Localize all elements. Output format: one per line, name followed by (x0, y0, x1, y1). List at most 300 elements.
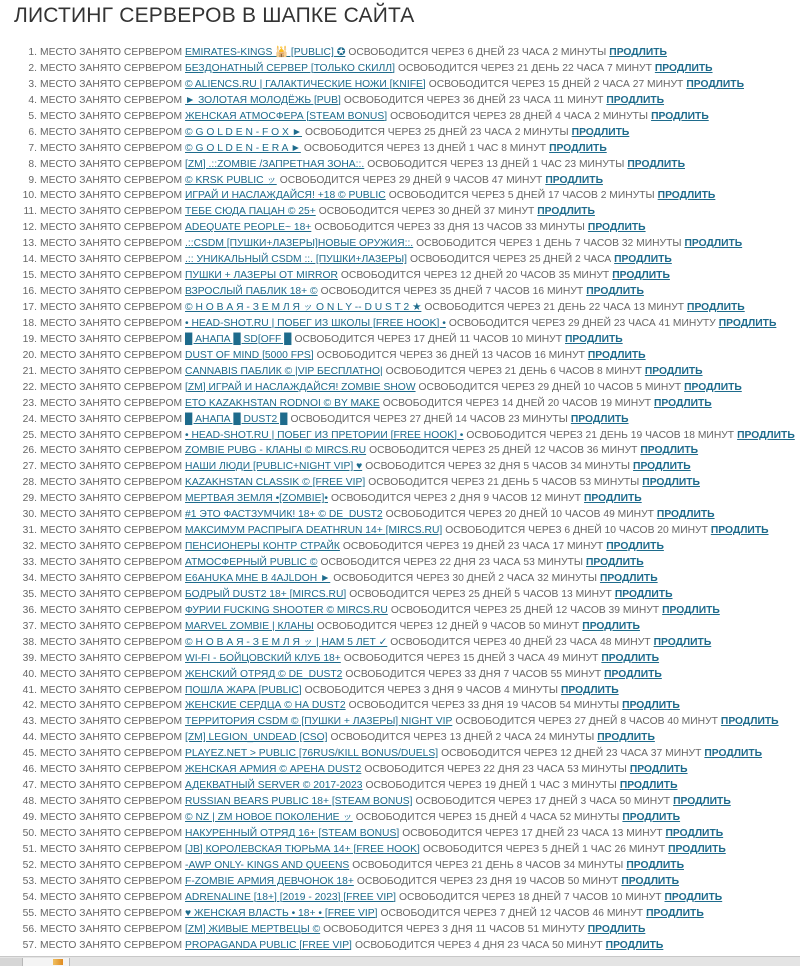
server-link[interactable]: © G O L D E N - F O X ► (185, 126, 302, 138)
release-time: ОСВОБОДИТСЯ ЧЕРЕЗ 21 ДЕНЬ 6 ЧАСОВ 8 МИНУТ (385, 365, 642, 377)
extend-link[interactable]: ПРОДЛИТЬ (656, 509, 715, 521)
item-number: 19. (22, 333, 37, 345)
server-link[interactable]: MARVEL ZOMBIE | КЛАНЫ (185, 620, 314, 632)
server-link[interactable]: БОДРЫЙ DUST2 18+ [MIRCS.RU] (185, 588, 347, 600)
extend-link[interactable]: ПРОДЛИТЬ (633, 461, 691, 473)
extend-link[interactable]: ПРОДЛИТЬ (587, 923, 646, 935)
item-number: 21. (22, 365, 37, 377)
extend-link[interactable]: ПРОДЛИТЬ (651, 110, 709, 122)
server-link[interactable]: -AWP ONLY- KINGS AND QUEENS (185, 859, 350, 871)
release-time: ОСВОБОДИТСЯ ЧЕРЕЗ 25 ДНЕЙ 2 ЧАСА (410, 254, 612, 266)
item-number: 37. (22, 620, 37, 632)
extend-link[interactable]: ПРОДЛИТЬ (586, 557, 644, 568)
release-time: ОСВОБОДИТСЯ ЧЕРЕЗ 36 ДНЕЙ 23 ЧАСА 11 МИНУТ (343, 94, 604, 106)
extend-link[interactable]: ПРОДЛИТЬ (654, 62, 713, 74)
occupied-label: МЕСТО ЗАНЯТО СЕРВЕРОМ (40, 636, 183, 648)
server-link[interactable]: E6AHUKA MHE B 4AJLDOH ► (185, 572, 331, 584)
occupied-label: МЕСТО ЗАНЯТО СЕРВЕРОМ (40, 222, 183, 234)
item-number: 5. (28, 110, 37, 122)
release-time: ОСВОБОДИТСЯ ЧЕРЕЗ 5 ДНЕЙ 17 ЧАСОВ 2 МИНУТЫ (388, 190, 655, 202)
item-number: 57. (22, 939, 37, 951)
server-link[interactable]: ♥ ЖЕНСКАЯ ВЛАСТЬ • 18+ • [FREE VIP] (185, 907, 378, 919)
list-item (0, 507, 800, 523)
item-number: 41. (22, 684, 37, 696)
list-item (0, 810, 800, 826)
list-item (0, 874, 800, 890)
list-item (0, 826, 800, 842)
occupied-label: МЕСТО ЗАНЯТО СЕРВЕРОМ (40, 190, 183, 202)
extend-link[interactable]: ПРОДЛИТЬ (549, 142, 607, 154)
server-link[interactable]: © Н О В А Я - З Е М Л Я ッ | HAM 5 ЛЕТ ✓ (185, 636, 388, 648)
extend-link[interactable]: ПРОДЛИТЬ (565, 333, 623, 345)
item-number: 45. (22, 748, 37, 760)
extend-link[interactable]: ПРОДЛИТЬ (601, 652, 660, 664)
release-time: ОСВОБОДИТСЯ ЧЕРЕЗ 13 ДНЕЙ 2 ЧАСА 24 МИНУТЫ (330, 732, 595, 744)
server-link[interactable]: PLAYEZ.NET > PUBLIC [76RUS/KILL BONUS/DUELS] (185, 748, 439, 760)
item-number: 42. (22, 700, 37, 712)
server-link[interactable]: .::CSDM [ПУШКИ+ЛАЗЕРЫ]НОВЫЕ ОРУЖИЯ::. (185, 238, 414, 250)
extend-link[interactable]: ПРОДЛИТЬ (621, 875, 680, 887)
item-number: 8. (28, 158, 37, 170)
server-link[interactable]: © NZ | ZM НОВОЕ ПОКОЛЕНИЕ ッ (185, 812, 353, 823)
occupied-label: МЕСТО ЗАНЯТО СЕРВЕРОМ (40, 47, 183, 58)
server-link[interactable]: [ZM] LEGION_UNDEAD [CSO] (185, 732, 328, 744)
occupied-label: МЕСТО ЗАНЯТО СЕРВЕРОМ (40, 604, 183, 616)
list-item (0, 603, 800, 619)
release-time: ОСВОБОДИТСЯ ЧЕРЕЗ 33 ДНЯ 7 ЧАСОВ 55 МИНУТ (345, 668, 602, 680)
list-item (0, 316, 800, 332)
occupied-label: МЕСТО ЗАНЯТО СЕРВЕРОМ (40, 509, 183, 521)
extend-link[interactable]: ПРОДЛИТЬ (629, 764, 688, 776)
list-item (0, 332, 800, 348)
item-number: 20. (22, 349, 37, 361)
list-item (0, 236, 800, 252)
release-time: ОСВОБОДИТСЯ ЧЕРЕЗ 40 ДНЕЙ 23 ЧАСА 48 МИНУТ (390, 636, 651, 648)
item-number: 16. (22, 286, 37, 298)
item-number: 26. (22, 445, 37, 457)
extend-link[interactable]: ПРОДЛИТЬ (614, 588, 673, 600)
server-link[interactable]: ЖЕНСКАЯ АТМОСФЕРА [STEAM BONUS] (185, 110, 388, 122)
release-time: ОСВОБОДИТСЯ ЧЕРЕЗ 13 ДНЕЙ 1 ЧАС 8 МИНУТ (303, 142, 547, 154)
item-number: 33. (22, 557, 37, 568)
list-item (0, 475, 800, 491)
occupied-label: МЕСТО ЗАНЯТО СЕРВЕРОМ (40, 668, 183, 680)
list-item (0, 651, 800, 667)
extend-link[interactable]: ПРОДЛИТЬ (570, 413, 629, 425)
extend-link[interactable]: ПРОДЛИТЬ (684, 238, 743, 250)
list-item (0, 619, 800, 635)
server-link[interactable]: RUSSIAN BEARS PUBLIC 18+ [STEAM BONUS] (185, 796, 413, 808)
item-number: 44. (22, 732, 37, 744)
occupied-label: МЕСТО ЗАНЯТО СЕРВЕРОМ (40, 493, 183, 505)
extend-link[interactable]: ПРОДЛИТЬ (582, 620, 640, 632)
list-item (0, 396, 800, 412)
occupied-label: МЕСТО ЗАНЯТО СЕРВЕРОМ (40, 349, 183, 361)
item-number: 46. (22, 764, 37, 776)
extend-link[interactable]: ПРОДЛИТЬ (664, 891, 723, 903)
extend-link[interactable]: ПРОДЛИТЬ (642, 477, 700, 489)
occupied-label: МЕСТО ЗАНЯТО СЕРВЕРОМ (40, 732, 183, 744)
page-title: ЛИСТИНГ СЕРВЕРОВ В ШАПКЕ САЙТА (14, 4, 415, 27)
occupied-label: МЕСТО ЗАНЯТО СЕРВЕРОМ (40, 461, 183, 473)
extend-link[interactable]: ПРОДЛИТЬ (619, 780, 678, 792)
extend-link[interactable]: ПРОДЛИТЬ (606, 541, 664, 553)
release-time: ОСВОБОДИТСЯ ЧЕРЕЗ 21 ДЕНЬ 19 ЧАСОВ 18 МИНУТ (466, 429, 735, 441)
release-time: ОСВОБОДИТСЯ ЧЕРЕЗ 15 ДНЕЙ 2 ЧАСА 27 МИНУТ (428, 78, 684, 90)
list-item (0, 173, 800, 189)
server-link[interactable]: F-ZOMBIE АРМИЯ ДЕВЧОНОК 18+ (185, 875, 354, 887)
list-item (0, 571, 800, 587)
item-number: 53. (22, 875, 37, 887)
occupied-label: МЕСТО ЗАНЯТО СЕРВЕРОМ (40, 238, 183, 250)
release-time: ОСВОБОДИТСЯ ЧЕРЕЗ 29 ДНЕЙ 10 ЧАСОВ 5 МИНУТ (418, 381, 682, 393)
item-number: 40. (22, 668, 37, 680)
item-number: 30. (22, 509, 37, 521)
server-link[interactable]: МАКСИМУМ РАСПРЫГА DEATHRUN 14+ [MIRCS.RU] (185, 525, 443, 537)
release-time: ОСВОБОДИТСЯ ЧЕРЕЗ 32 ДНЯ 5 ЧАСОВ 34 МИНУТЫ (365, 461, 631, 473)
release-time: ОСВОБОДИТСЯ ЧЕРЕЗ 21 ДЕНЬ 22 ЧАСА 7 МИНУТ (397, 62, 652, 74)
item-number: 25. (22, 429, 37, 441)
item-number: 24. (22, 413, 37, 425)
server-link[interactable]: ЖЕНСКИЙ ОТРЯД © DE_DUST2 (185, 668, 343, 680)
list-item (0, 252, 800, 268)
item-number: 6. (28, 126, 37, 138)
release-time: ОСВОБОДИТСЯ ЧЕРЕЗ 7 ДНЕЙ 12 ЧАСОВ 46 МИНУТ (380, 907, 644, 919)
server-link[interactable]: EMIRATES-KINGS 🕌 [PUBLIC] ✪ (185, 47, 346, 58)
server-link[interactable]: ТЕБЕ СЮДА ПАЦАН © 25+ (185, 206, 316, 218)
occupied-label: МЕСТО ЗАНЯТО СЕРВЕРОМ (40, 859, 183, 871)
server-link[interactable]: ВЗРОСЛЫЙ ПАБЛИК 18+ © (185, 286, 318, 298)
list-item (0, 587, 800, 603)
server-link[interactable]: WI-FI - БОЙЦОВСКИЙ КЛУБ 18+ (185, 652, 341, 664)
server-link[interactable]: ADRENALINE [18+] [2019 - 2023] [FREE VIP] (185, 891, 396, 903)
extend-link[interactable]: ПРОДЛИТЬ (684, 381, 742, 393)
server-link[interactable]: НАКУРЕННЫЙ ОТРЯД 16+ [STEAM BONUS] (185, 827, 400, 839)
extend-link[interactable]: ПРОДЛИТЬ (587, 222, 646, 234)
release-time: ОСВОБОДИТСЯ ЧЕРЕЗ 19 ДНЕЙ 1 ЧАС 3 МИНУТЫ (365, 780, 617, 792)
extend-link[interactable]: ПРОДЛИТЬ (626, 859, 684, 871)
occupied-label: МЕСТО ЗАНЯТО СЕРВЕРОМ (40, 317, 183, 329)
extend-link[interactable]: ПРОДЛИТЬ (718, 317, 777, 329)
release-time: ОСВОБОДИТСЯ ЧЕРЕЗ 1 ДЕНЬ 7 ЧАСОВ 32 МИНУТЫ (416, 238, 682, 250)
occupied-label: МЕСТО ЗАНЯТО СЕРВЕРОМ (40, 525, 183, 537)
list-item (0, 491, 800, 507)
list-item (0, 204, 800, 220)
extend-link[interactable]: ПРОДЛИТЬ (571, 126, 630, 138)
occupied-label: МЕСТО ЗАНЯТО СЕРВЕРОМ (40, 780, 183, 792)
occupied-label: МЕСТО ЗАНЯТО СЕРВЕРОМ (40, 557, 183, 568)
extend-link[interactable]: ПРОДЛИТЬ (720, 716, 779, 728)
release-time: ОСВОБОДИТСЯ ЧЕРЕЗ 22 ДНЯ 23 ЧАСА 53 МИНУТЫ (364, 764, 627, 776)
item-number: 4. (28, 94, 37, 106)
list-item (0, 157, 800, 173)
extend-link[interactable]: ПРОДЛИТЬ (622, 700, 680, 712)
occupied-label: МЕСТО ЗАНЯТО СЕРВЕРОМ (40, 620, 183, 632)
occupied-label: МЕСТО ЗАНЯТО СЕРВЕРОМ (40, 413, 183, 425)
list-item (0, 412, 800, 428)
occupied-label: МЕСТО ЗАНЯТО СЕРВЕРОМ (40, 843, 183, 855)
release-time: ОСВОБОДИТСЯ ЧЕРЕЗ 18 ДНЕЙ 7 ЧАСОВ 10 МИНУТ (398, 891, 662, 903)
extend-link[interactable]: ПРОДЛИТЬ (687, 302, 745, 313)
server-link[interactable]: • HEAD-SHOT.RU | ПОБЕГ ИЗ ШКОЛЫ [FREE HOOK] • (185, 317, 446, 329)
server-link[interactable]: © KRSK PUBLIC ッ (185, 174, 277, 186)
item-number: 13. (22, 238, 37, 250)
release-time: ОСВОБОДИТСЯ ЧЕРЕЗ 27 ДНЕЙ 14 ЧАСОВ 23 МИНУТЫ (290, 413, 568, 425)
item-number: 18. (22, 317, 37, 329)
extend-link[interactable]: ПРОДЛИТЬ (584, 493, 642, 505)
extend-link[interactable]: ПРОДЛИТЬ (653, 636, 712, 648)
occupied-label: МЕСТО ЗАНЯТО СЕРВЕРОМ (40, 62, 183, 74)
list-item (0, 539, 800, 555)
server-link[interactable]: ЖЕНСКИЕ СЕРДЦА © НА DUST2 (185, 700, 346, 712)
list-item (0, 794, 800, 810)
extend-link[interactable]: ПРОДЛИТЬ (604, 668, 662, 680)
release-time: ОСВОБОДИТСЯ ЧЕРЕЗ 35 ДНЕЙ 7 ЧАСОВ 16 МИНУТ (320, 286, 584, 298)
server-link[interactable]: █ АНАПА █ SD[OFF █ (185, 333, 292, 345)
server-link[interactable]: БЕЗДОНАТНЫЙ СЕРВЕР [ТОЛЬКО СКИЛЛ] (185, 62, 395, 74)
extend-link[interactable]: ПРОДЛИТЬ (599, 572, 658, 584)
extend-link[interactable]: ПРОДЛИТЬ (654, 397, 712, 409)
release-time: ОСВОБОДИТСЯ ЧЕРЕЗ 25 ДНЕЙ 12 ЧАСОВ 36 МИНУТ (369, 445, 638, 457)
occupied-label: МЕСТО ЗАНЯТО СЕРВЕРОМ (40, 142, 183, 154)
list-item (0, 380, 800, 396)
server-link[interactable]: .:: УНИКАЛЬНЫЙ CSDM ::. [ПУШКИ+ЛАЗЕРЫ] (185, 254, 407, 266)
extend-link[interactable]: ПРОДЛИТЬ (662, 604, 720, 616)
server-link[interactable]: © ALIENCS.RU | ГАЛАКТИЧЕСКИЕ НОЖИ [KNIFE] (185, 78, 426, 90)
release-time: ОСВОБОДИТСЯ ЧЕРЕЗ 36 ДНЕЙ 13 ЧАСОВ 16 МИНУТ (316, 349, 585, 361)
list-item (0, 523, 800, 539)
item-number: 2. (28, 62, 37, 74)
server-link[interactable]: ПУШКИ + ЛАЗЕРЫ ОТ MIRROR (185, 270, 338, 282)
occupied-label: МЕСТО ЗАНЯТО СЕРВЕРОМ (40, 541, 183, 553)
server-link[interactable]: © Н О В А Я - З Е М Л Я ッ O N L Y -- D U S T 2 ★ (185, 302, 422, 313)
server-link[interactable]: PROPAGANDA PUBLIC [FREE VIP] (185, 939, 352, 951)
release-time: ОСВОБОДИТСЯ ЧЕРЕЗ 17 ДНЕЙ 23 ЧАСА 13 МИНУТ (402, 827, 663, 839)
occupied-label: МЕСТО ЗАНЯТО СЕРВЕРОМ (40, 158, 183, 170)
item-number: 56. (22, 923, 37, 935)
list-item (0, 858, 800, 874)
release-time: ОСВОБОДИТСЯ ЧЕРЕЗ 22 ДНЯ 23 ЧАСА 53 МИНУТЫ (320, 557, 584, 568)
occupied-label: МЕСТО ЗАНЯТО СЕРВЕРОМ (40, 652, 183, 664)
release-time: ОСВОБОДИТСЯ ЧЕРЕЗ 29 ДНЕЙ 9 ЧАСОВ 47 МИНУТ (279, 174, 543, 186)
occupied-label: МЕСТО ЗАНЯТО СЕРВЕРОМ (40, 477, 183, 489)
occupied-label: МЕСТО ЗАНЯТО СЕРВЕРОМ (40, 875, 183, 887)
release-time: ОСВОБОДИТСЯ ЧЕРЕЗ 6 ДНЕЙ 23 ЧАСА 2 МИНУТЫ (348, 47, 607, 58)
list-item (0, 938, 800, 954)
extend-link[interactable]: ПРОДЛИТЬ (627, 158, 685, 170)
list-item (0, 348, 800, 364)
extend-link[interactable]: ПРОДЛИТЬ (644, 365, 703, 377)
extend-link[interactable]: ПРОДЛИТЬ (665, 827, 724, 839)
server-link[interactable]: [ZM] ИГРАЙ И НАСЛАЖДАЙСЯ! ZOMBIE SHOW (185, 381, 416, 393)
occupied-label: МЕСТО ЗАНЯТО СЕРВЕРОМ (40, 588, 183, 600)
server-link[interactable]: ZOMBIE PUBG - КЛАНЫ © MIRCS.RU (185, 445, 367, 457)
item-number: 31. (22, 525, 37, 537)
extend-link[interactable]: ПРОДЛИТЬ (710, 525, 769, 537)
occupied-label: МЕСТО ЗАНЯТО СЕРВЕРОМ (40, 110, 183, 122)
release-time: ОСВОБОДИТСЯ ЧЕРЕЗ 19 ДНЕЙ 23 ЧАСА 17 МИНУТ (342, 541, 604, 553)
occupied-label: МЕСТО ЗАНЯТО СЕРВЕРОМ (40, 365, 183, 377)
extend-link[interactable]: ПРОДЛИТЬ (704, 748, 763, 760)
server-link[interactable]: ETO KAZAKHSTAN RODNOI © BY MAKE (185, 397, 380, 409)
occupied-label: МЕСТО ЗАНЯТО СЕРВЕРОМ (40, 764, 183, 776)
release-time: ОСВОБОДИТСЯ ЧЕРЕЗ 15 ДНЕЙ 3 ЧАСА 49 МИНУТ (343, 652, 599, 664)
extend-link[interactable]: ПРОДЛИТЬ (640, 445, 699, 457)
release-time: ОСВОБОДИТСЯ ЧЕРЕЗ 14 ДНЕЙ 20 ЧАСОВ 19 МИНУТ (382, 397, 652, 409)
occupied-label: МЕСТО ЗАНЯТО СЕРВЕРОМ (40, 796, 183, 808)
list-item (0, 141, 800, 157)
server-link[interactable]: CANNABIS ПАБЛИК © |VIP БЕСПЛАТНО| (185, 365, 383, 377)
item-number: 51. (22, 843, 37, 855)
release-time: ОСВОБОДИТСЯ ЧЕРЕЗ 2 ДНЯ 9 ЧАСОВ 12 МИНУТ (331, 493, 582, 505)
occupied-label: МЕСТО ЗАНЯТО СЕРВЕРОМ (40, 716, 183, 728)
list-item (0, 459, 800, 475)
extend-link[interactable]: ПРОДЛИТЬ (609, 47, 667, 58)
item-number: 7. (28, 142, 37, 154)
item-number: 32. (22, 541, 37, 553)
occupied-label: МЕСТО ЗАНЯТО СЕРВЕРОМ (40, 286, 183, 298)
server-link[interactable]: АТМОСФЕРНЫЙ PUBLIC © (185, 557, 318, 568)
extend-link[interactable]: ПРОДЛИТЬ (612, 270, 670, 282)
release-time: ОСВОБОДИТСЯ ЧЕРЕЗ 3 ДНЯ 9 ЧАСОВ 4 МИНУТЫ (304, 684, 558, 696)
server-link[interactable]: ПОШЛА ЖАРА [PUBLIC] (185, 684, 302, 696)
item-number: 14. (22, 254, 37, 266)
occupied-label: МЕСТО ЗАНЯТО СЕРВЕРОМ (40, 907, 183, 919)
server-link[interactable]: █ АНАПА █ DUST2 █ (185, 413, 288, 425)
release-time: ОСВОБОДИТСЯ ЧЕРЕЗ 12 ДНЕЙ 9 ЧАСОВ 50 МИНУТ (316, 620, 580, 632)
list-item (0, 746, 800, 762)
server-link[interactable]: #1 ЭТО ФАСТЗУМЧИК! 18+ © DE_DUST2 (185, 509, 383, 521)
server-link[interactable]: ПЕНСИОНЕРЫ КОНТР СТРАЙК (185, 541, 340, 553)
extend-link[interactable]: ПРОДЛИТЬ (586, 286, 644, 298)
server-link[interactable]: ТЕРРИТОРИЯ CSDM © [ПУШКИ + ЛАЗЕРЫ] NIGHT VIP (185, 716, 453, 728)
extend-link[interactable]: ПРОДЛИТЬ (587, 349, 646, 361)
extend-link[interactable]: ПРОДЛИТЬ (606, 94, 665, 106)
server-link[interactable]: ADEQUATE PEOPLE~ 18+ (185, 222, 312, 234)
release-time: ОСВОБОДИТСЯ ЧЕРЕЗ 30 ДНЕЙ 2 ЧАСА 32 МИНУТЫ (333, 572, 597, 584)
extend-link[interactable]: ПРОДЛИТЬ (686, 78, 744, 90)
extend-link[interactable]: ПРОДЛИТЬ (614, 254, 672, 266)
server-link[interactable]: • HEAD-SHOT.RU | ПОБЕГ ИЗ ПРЕТОРИИ [FREE HOOK] • (185, 429, 464, 441)
item-number: 12. (22, 222, 37, 234)
extend-link[interactable]: ПРОДЛИТЬ (537, 206, 595, 218)
occupied-label: МЕСТО ЗАНЯТО СЕРВЕРОМ (40, 206, 183, 218)
item-number: 11. (23, 206, 37, 218)
release-time: ОСВОБОДИТСЯ ЧЕРЕЗ 29 ДНЕЙ 23 ЧАСА 41 МИНУТУ (448, 317, 716, 329)
item-number: 22. (22, 381, 37, 393)
release-time: ОСВОБОДИТСЯ ЧЕРЕЗ 13 ДНЕЙ 1 ЧАС 23 МИНУТЫ (367, 158, 625, 170)
item-number: 36. (22, 604, 37, 616)
item-number: 15. (22, 270, 37, 282)
list-item (0, 842, 800, 858)
server-link[interactable]: ИГРАЙ И НАСЛАЖДАЙСЯ! +18 © PUBLIC (185, 190, 386, 202)
occupied-label: МЕСТО ЗАНЯТО СЕРВЕРОМ (40, 684, 183, 696)
occupied-label: МЕСТО ЗАНЯТО СЕРВЕРОМ (40, 445, 183, 457)
list-item (0, 300, 800, 316)
extend-link[interactable]: ПРОДЛИТЬ (622, 812, 681, 823)
list-item (0, 109, 800, 125)
item-number: 47. (22, 780, 37, 792)
list-item (0, 77, 800, 93)
release-time: ОСВОБОДИТСЯ ЧЕРЕЗ 33 ДНЯ 13 ЧАСОВ 33 МИНУТЫ (314, 222, 585, 234)
release-time: ОСВОБОДИТСЯ ЧЕРЕЗ 28 ДНЕЙ 4 ЧАСА 2 МИНУТЫ (390, 110, 649, 122)
extend-link[interactable]: ПРОДЛИТЬ (657, 190, 716, 202)
release-time: ОСВОБОДИТСЯ ЧЕРЕЗ 21 ДЕНЬ 8 ЧАСОВ 34 МИНУТЫ (352, 859, 624, 871)
list-item (0, 714, 800, 730)
occupied-label: МЕСТО ЗАНЯТО СЕРВЕРОМ (40, 827, 183, 839)
occupied-label: МЕСТО ЗАНЯТО СЕРВЕРОМ (40, 572, 183, 584)
server-link[interactable]: KAZAKHSTAN CLASSIK © [FREE VIP] (185, 477, 366, 489)
list-item (0, 730, 800, 746)
server-link[interactable]: [JB] КОРОЛЕВСКАЯ ТЮРЬМА 14+ [FREE HOOK] (185, 843, 420, 855)
item-number: 39. (22, 652, 37, 664)
list-item (0, 555, 800, 571)
release-time: ОСВОБОДИТСЯ ЧЕРЕЗ 15 ДНЕЙ 4 ЧАСА 52 МИНУТЫ (355, 812, 620, 823)
release-time: ОСВОБОДИТСЯ ЧЕРЕЗ 20 ДНЕЙ 10 ЧАСОВ 49 МИНУТ (385, 509, 654, 521)
occupied-label: МЕСТО ЗАНЯТО СЕРВЕРОМ (40, 254, 183, 266)
item-number: 10. (22, 190, 37, 202)
list-item (0, 906, 800, 922)
item-number: 35. (22, 588, 37, 600)
item-number: 34. (22, 572, 37, 584)
extend-link[interactable]: ПРОДЛИТЬ (597, 732, 655, 744)
server-link[interactable]: [ZM] ЖИВЫЕ МЕРТВЕЦЫ © (185, 923, 321, 935)
list-item (0, 220, 800, 236)
extend-link[interactable]: ПРОДЛИТЬ (668, 843, 726, 855)
item-number: 38. (22, 636, 37, 648)
server-link[interactable]: ЖЕНСКАЯ АРМИЯ © АРЕНА DUST2 (185, 764, 362, 776)
server-link[interactable]: ФУРИИ FUCKING SHOOTER © MIRCS.RU (185, 604, 388, 616)
extend-link[interactable]: ПРОДЛИТЬ (673, 796, 731, 808)
occupied-label: МЕСТО ЗАНЯТО СЕРВЕРОМ (40, 891, 183, 903)
list-item (0, 922, 800, 938)
occupied-label: МЕСТО ЗАНЯТО СЕРВЕРОМ (40, 748, 183, 760)
server-link[interactable]: АДЕКВАТНЫЙ SERVER © 2017-2023 (185, 780, 363, 792)
server-link[interactable]: МЕРТВАЯ ЗЕМЛЯ •[ZOMBIE]• (185, 493, 328, 505)
server-link[interactable]: ► ЗОЛОТАЯ МОЛОДЁЖЬ [PUB] (185, 94, 341, 106)
server-link[interactable]: [ZM] .::ZOMBIE /ЗАПРЕТНАЯ ЗОНА::. (185, 158, 365, 170)
extend-link[interactable]: ПРОДЛИТЬ (560, 684, 619, 696)
server-link[interactable]: © G O L D E N - E R A ► (185, 142, 301, 154)
release-time: ОСВОБОДИТСЯ ЧЕРЕЗ 27 ДНЕЙ 8 ЧАСОВ 40 МИНУТ (455, 716, 718, 728)
list-item (0, 188, 800, 204)
item-number: 52. (22, 859, 37, 871)
list-item (0, 683, 800, 699)
extend-link[interactable]: ПРОДЛИТЬ (545, 174, 603, 186)
list-item (0, 890, 800, 906)
list-item (0, 443, 800, 459)
release-time: ОСВОБОДИТСЯ ЧЕРЕЗ 21 ДЕНЬ 5 ЧАСОВ 53 МИНУТЫ (368, 477, 640, 489)
item-number: 48. (22, 796, 37, 808)
item-number: 29. (22, 493, 37, 505)
occupied-label: МЕСТО ЗАНЯТО СЕРВЕРОМ (40, 78, 183, 90)
extend-link[interactable]: ПРОДЛИТЬ (646, 907, 704, 919)
server-link[interactable]: DUST OF MIND [5000 FPS] (185, 349, 314, 361)
item-number: 28. (22, 477, 37, 489)
extend-link[interactable]: ПРОДЛИТЬ (605, 939, 664, 951)
item-number: 9. (28, 174, 37, 186)
occupied-label: МЕСТО ЗАНЯТО СЕРВЕРОМ (40, 126, 183, 138)
release-time: ОСВОБОДИТСЯ ЧЕРЕЗ 3 ДНЯ 11 ЧАСОВ 51 МИНУТУ (323, 923, 585, 935)
server-link[interactable]: НАШИ ЛЮДИ [PUBLIC+NIGHT VIP] ♥ (185, 461, 363, 473)
release-time: ОСВОБОДИТСЯ ЧЕРЕЗ 25 ДНЕЙ 12 ЧАСОВ 39 МИНУТ (390, 604, 660, 616)
release-time: ОСВОБОДИТСЯ ЧЕРЕЗ 12 ДНЕЙ 23 ЧАСА 37 МИНУТ (441, 748, 702, 760)
list-item (0, 762, 800, 778)
list-item (0, 61, 800, 77)
occupied-label: МЕСТО ЗАНЯТО СЕРВЕРОМ (40, 700, 183, 712)
extend-link[interactable]: ПРОДЛИТЬ (737, 429, 795, 441)
release-time: ОСВОБОДИТСЯ ЧЕРЕЗ 12 ДНЕЙ 20 ЧАСОВ 35 МИНУТ (340, 270, 610, 282)
